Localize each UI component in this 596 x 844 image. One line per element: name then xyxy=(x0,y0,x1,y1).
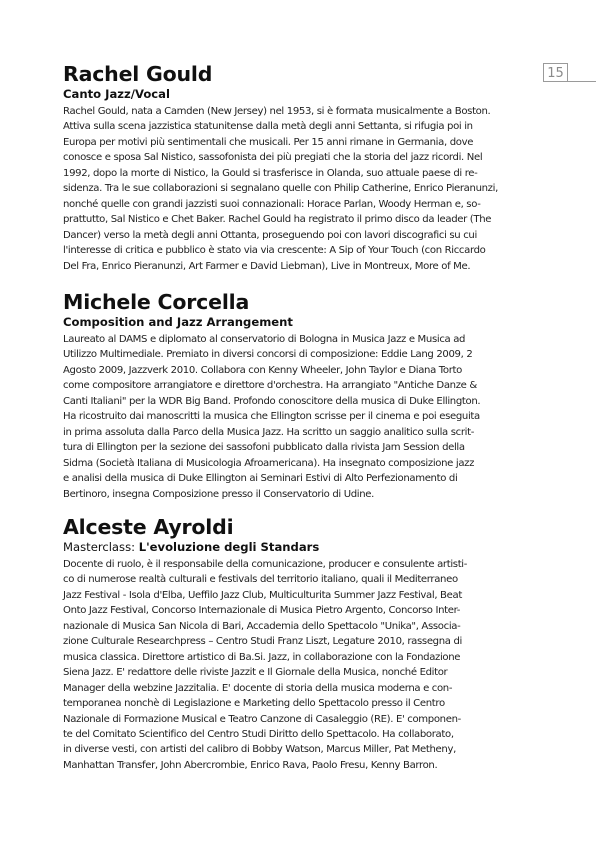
bio-line: Dancer) verso la metà degli anni Ottanta, proseguendo poi con lavori discografici su cui xyxy=(63,229,477,241)
bio-line: Onto Jazz Festival, Concorso Internazionale di Musica Pietro Argento, Concorso Inter- xyxy=(63,605,461,617)
bio-line: Del Fra, Enrico Pieranunzi, Art Farmer e David Liebman), Live in Montreux, More of Me. xyxy=(63,260,471,272)
bio-section-michele-corcella xyxy=(63,290,480,502)
artist-role xyxy=(63,314,480,330)
bio-line: Utilizzo Multimediale. Premiato in diversi concorsi di composizione: Eddie Lang 2009, 2 xyxy=(63,349,473,361)
bio-line: zione Culturale Researchpress – Centro Studi Franz Liszt, Legature 2010, rassegna di xyxy=(63,636,462,648)
artist-name: Alceste Ayroldi xyxy=(63,515,234,539)
bio-line: Bertinoro, insegna Composizione presso il Conservatorio di Udine. xyxy=(63,488,375,500)
bio-line: come compositore arrangiatore e direttore d'orchestra. Ha arrangiato "Antiche Danze & xyxy=(63,380,477,392)
bio-line: musica classica. Direttore artistico di Ba.Si. Jazz, in collaborazione con la Fondazione xyxy=(63,651,461,663)
artist-bio xyxy=(63,332,480,502)
bio-section-rachel-gould xyxy=(63,62,498,274)
bio-line: Siena Jazz. E' redattore delle riviste Jazzit e Il Giornale della Musica, nonché Editor xyxy=(63,667,448,679)
bio-line: l'interesse di critica e pubblico è stato via via crescente: A Sip of Your Touch (con Riccardo xyxy=(63,245,486,257)
artist-role xyxy=(63,86,498,102)
bio-line: Europa per motivi più sentimentali che musicali. Per 15 anni rimane in Germania, dove xyxy=(63,136,474,148)
bio-line: prattutto, Sal Nistico e Chet Baker. Rachel Gould ha registrato il primo disco da leader (The xyxy=(63,214,492,226)
bio-line: conosce e sposa Sal Nistico, sassofonista dei più pregiati che la storia del jazz ricordi. Nel xyxy=(63,152,483,164)
bio-line: Laureato al DAMS e diplomato al conservatorio di Bologna in Musica Jazz e Musica ad xyxy=(63,334,466,345)
role-title: Canto Jazz/Vocal xyxy=(63,87,170,101)
page-number-rule xyxy=(567,81,596,82)
bio-line: in prima assoluta dalla Parco della Musica Jazz. Ha scritto un saggio analitico sulla scrit- xyxy=(63,426,475,438)
artist-name: Michele Corcella xyxy=(63,290,250,314)
bio-line: Jazz Festival - Isola d'Elba, Ueffilo Jazz Club, Multiculturita Summer Jazz Festival, Beat xyxy=(63,589,462,601)
bio-line: sidenza. Tra le sue collaborazioni si segnalano quelle con Philip Catherine, Enrico Pieranunzi, xyxy=(63,183,498,195)
bio-line: Canti Italiani" per la WDR Big Band. Profondo conoscitore della musica di Duke Ellington. xyxy=(63,395,481,407)
page-number: 15 xyxy=(543,63,568,82)
role-title: L'evoluzione degli Standars xyxy=(138,540,320,554)
bio-line: temporanea nonchè di Legislazione e Marketing dello Spettacolo presso il Centro xyxy=(63,698,445,710)
bio-line: co di numerose realtà culturali e festivals del territorio italiano, quali il Mediterraneo xyxy=(63,574,458,586)
artist-role xyxy=(63,539,467,555)
bio-line: Nazionale di Formazione Musical e Teatro Canzone di Casaleggio (RE). E' componen- xyxy=(63,713,461,725)
bio-line: Rachel Gould, nata a Camden (New Jersey) nel 1953, si è formata musicalmente a Boston. xyxy=(63,106,491,117)
bio-line: Ha ricostruito dai manoscritti la musica che Ellington scrisse per il cinema e poi eseguita xyxy=(63,411,480,423)
role-prefix: Masterclass: xyxy=(63,540,139,554)
bio-line: nonché quelle con grandi jazzisti suoi connazionali: Horace Parlan, Woody Herman e, so- xyxy=(63,198,481,210)
role-title: Composition and Jazz Arrangement xyxy=(63,315,293,329)
bio-line: Sidma (Società Italiana di Musicologia Afroamericana). Ha insegnato composizione jazz xyxy=(63,457,475,469)
artist-bio xyxy=(63,104,498,274)
bio-line: Agosto 2009, Jazzverk 2010. Collabora con Kenny Wheeler, John Taylor e Diana Torto xyxy=(63,364,462,376)
bio-line: e analisi della musica di Duke Ellington ai Seminari Estivi di Alto Perfezionamento di xyxy=(63,473,458,485)
bio-line: Manager della webzine Jazzitalia. E' docente di storia della musica moderna e con- xyxy=(63,682,453,694)
bio-line: 1992, dopo la morte di Nistico, la Gould si trasferisce in Olanda, suo attuale paese di re- xyxy=(63,167,478,179)
bio-line: Docente di ruolo, è il responsabile della comunicazione, producer e consulente artisti- xyxy=(63,559,468,570)
bio-line: in diverse vesti, con artisti del calibro di Bobby Watson, Marcus Miller, Pat Metheny, xyxy=(63,744,456,756)
bio-line: Attiva sulla scena jazzistica statunitense dalla metà degli anni Settanta, si rifugia poi in xyxy=(63,121,473,133)
bio-line: tura di Ellington per la sezione dei sassofoni pubblicato dalla rivista Jam Session della xyxy=(63,442,465,454)
bio-line: te del Comitato Scientifico del Centro Studi Diritto dello Spettacolo. Ha collaborato, xyxy=(63,728,454,740)
bio-section-alceste-ayroldi xyxy=(63,515,467,773)
bio-line: nazionale di Musica San Nicola di Bari, Accademia dello Spettacolo "Unika", Associa- xyxy=(63,620,461,632)
artist-bio xyxy=(63,557,467,773)
artist-name: Rachel Gould xyxy=(63,62,213,86)
bio-line: Manhattan Transfer, John Abercrombie, Enrico Rava, Paolo Fresu, Kenny Barron. xyxy=(63,759,438,771)
